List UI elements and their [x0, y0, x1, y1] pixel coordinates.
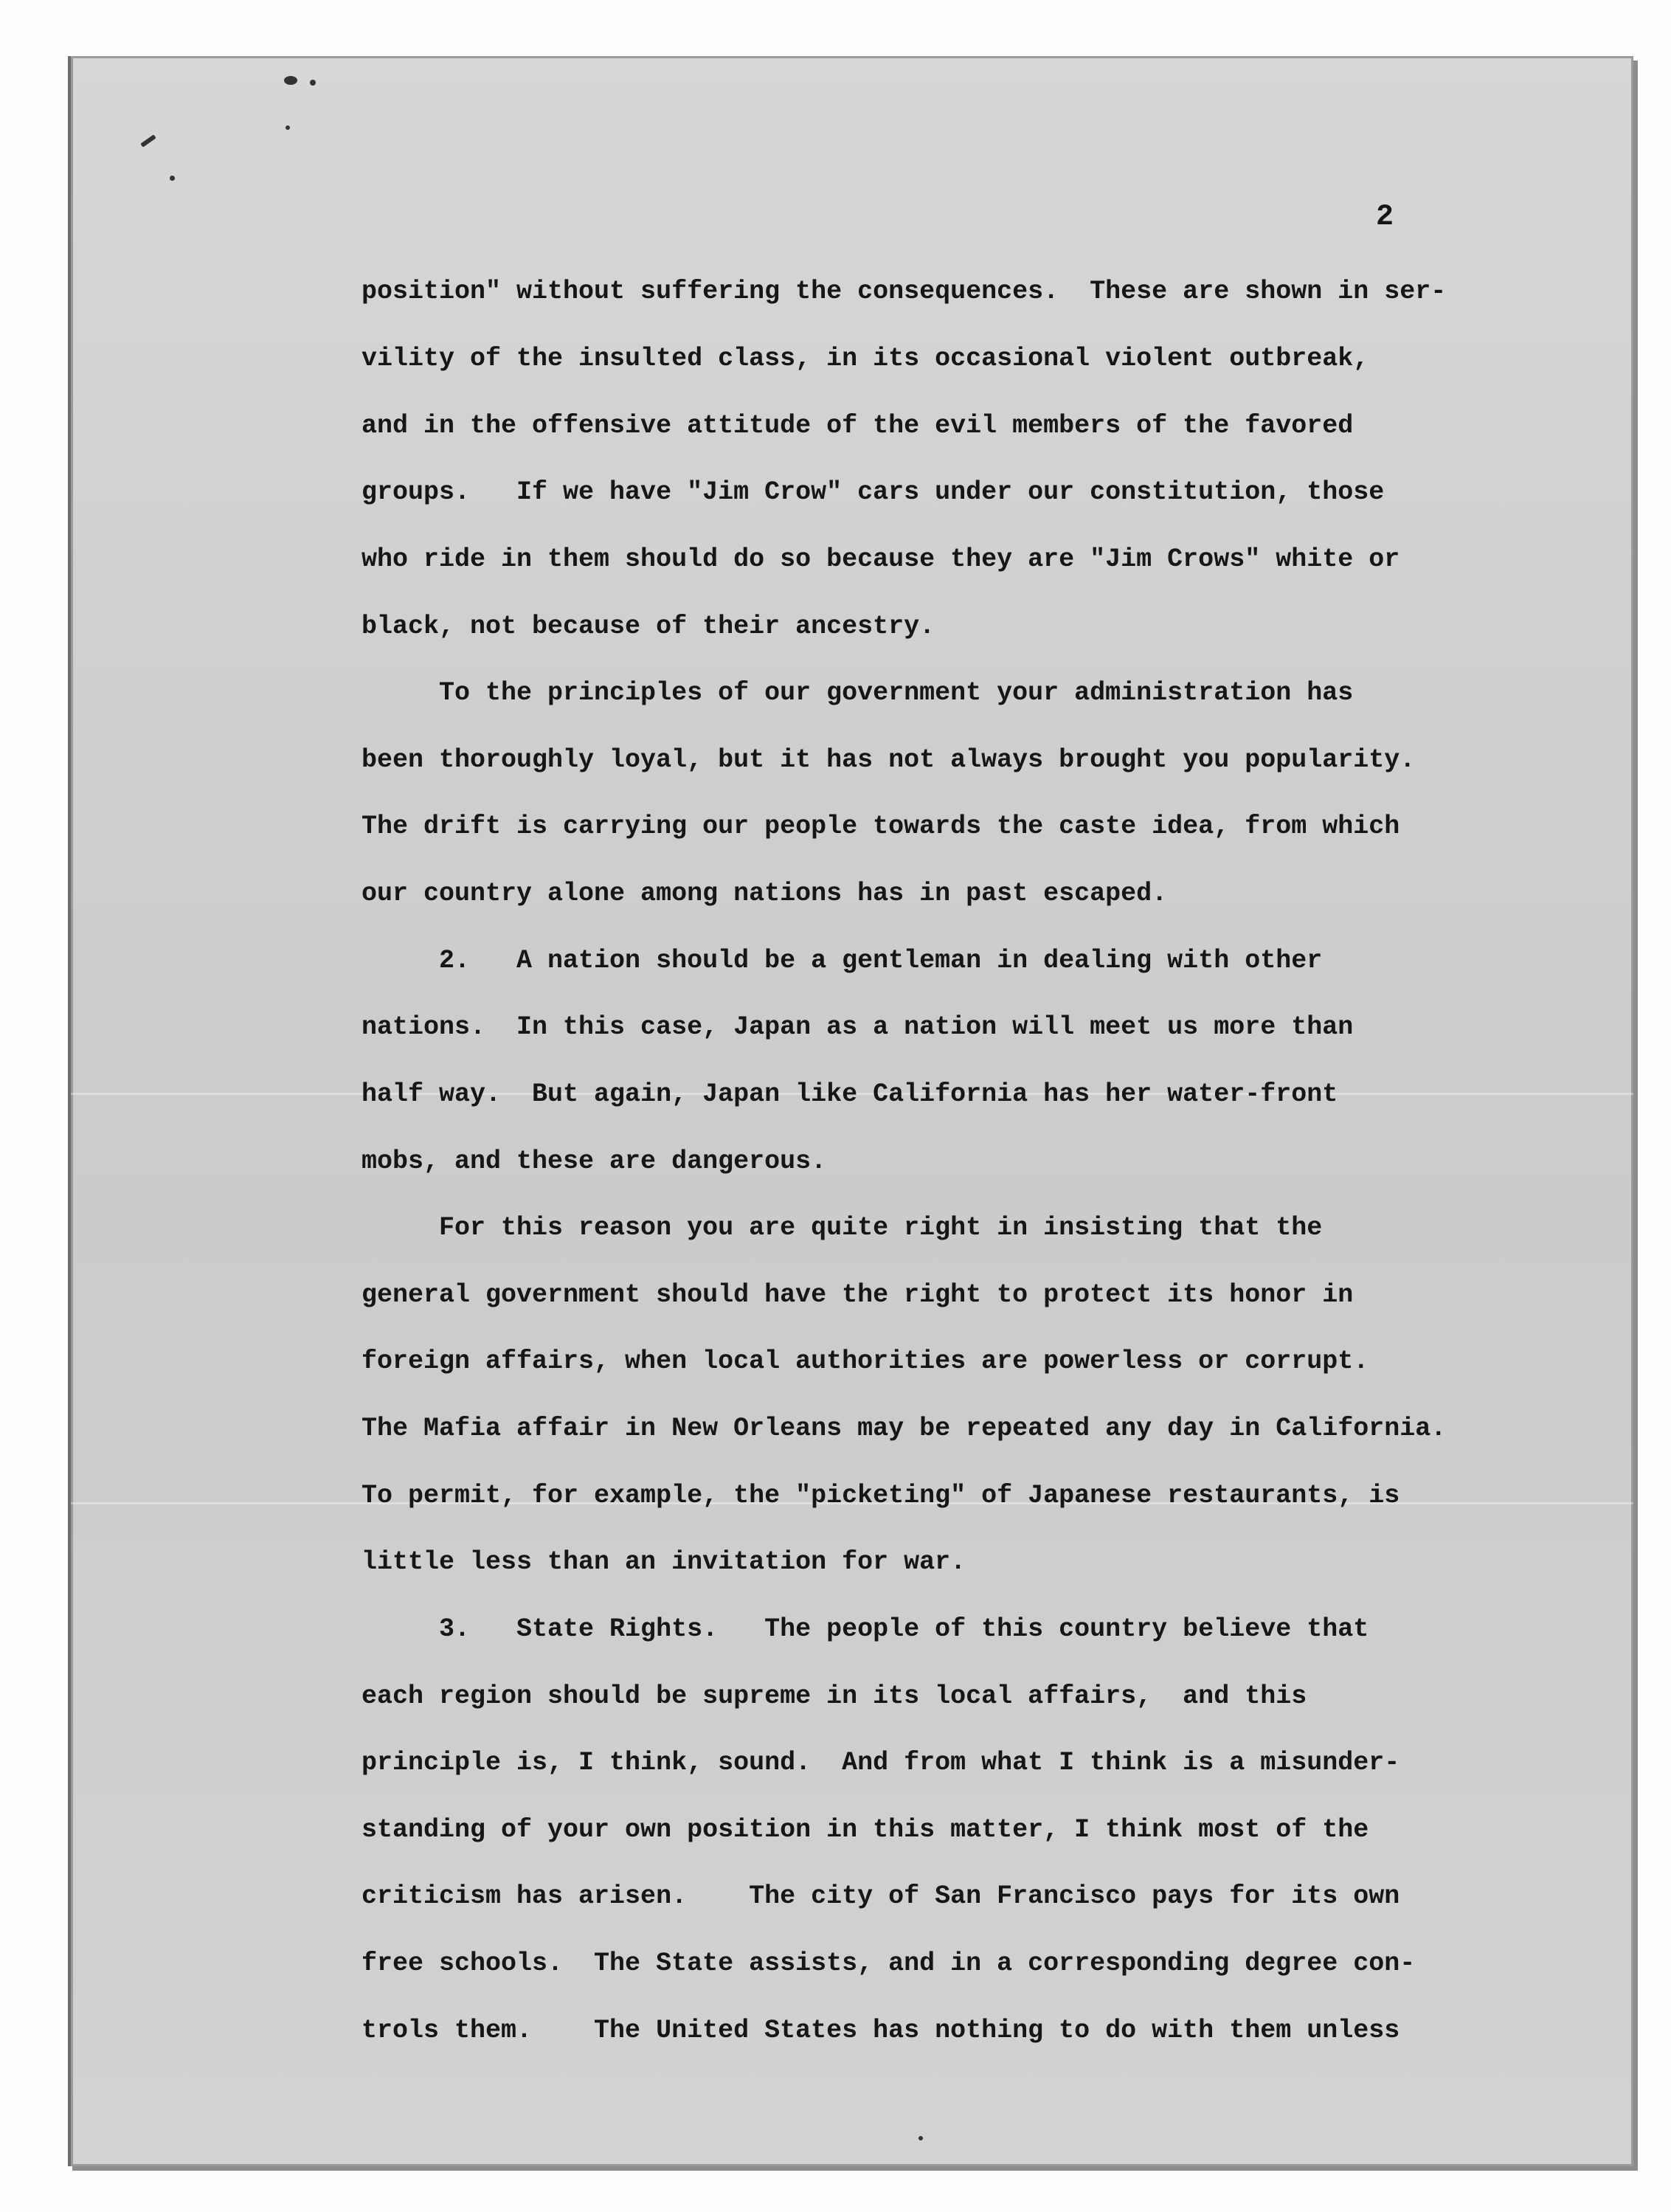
- text-line: The Mafia affair in New Orleans may be repeated any day in California.: [361, 1414, 1447, 1443]
- text-line: been thoroughly loyal, but it has not always brought you popularity.: [361, 745, 1416, 775]
- text-line: vility of the insulted class, in its occasional violent outbreak,: [361, 344, 1369, 373]
- text-line: trols them. The United States has nothing to do with them unless: [361, 2016, 1400, 2045]
- text-line: The drift is carrying our people towards the caste idea, from which: [361, 812, 1400, 841]
- text-line: mobs, and these are dangerous.: [361, 1147, 827, 1176]
- text-line: For this reason you are quite right in insisting that the: [361, 1213, 1323, 1242]
- text-line: and in the offensive attitude of the evil members of the favored: [361, 411, 1354, 440]
- text-line: foreign affairs, when local authorities are powerless or corrupt.: [361, 1347, 1369, 1376]
- text-line: each region should be supreme in its local affairs, and this: [361, 1682, 1307, 1711]
- text-line: nations. In this case, Japan as a nation will meet us more than: [361, 1012, 1354, 1042]
- text-line: groups. If we have "Jim Crow" cars under our constitution, those: [361, 477, 1385, 507]
- text-line: black, not because of their ancestry.: [361, 612, 935, 641]
- text-line: principle is, I think, sound. And from what I think is a misunder-: [361, 1748, 1400, 1777]
- page-number: 2: [1376, 201, 1394, 234]
- text-line: little less than an invitation for war.: [361, 1547, 966, 1577]
- text-line: To the principles of our government your administration has: [361, 678, 1354, 708]
- text-line: criticism has arisen. The city of San Francisco pays for its own: [361, 1881, 1400, 1911]
- text-line: general government should have the right to protect its honor in: [361, 1280, 1354, 1310]
- text-line: standing of your own position in this matter, I think most of the: [361, 1815, 1369, 1845]
- text-line: position" without suffering the consequences. These are shown in ser-: [361, 277, 1447, 306]
- text-line: who ride in them should do so because they are "Jim Crows" white or: [361, 545, 1400, 574]
- text-line: our country alone among nations has in past escaped.: [361, 879, 1168, 908]
- text-line: 2. A nation should be a gentleman in dealing with other: [361, 946, 1323, 975]
- text-line: To permit, for example, the "picketing" of Japanese restaurants, is: [361, 1481, 1400, 1510]
- text-line: 3. State Rights. The people of this country believe that: [361, 1614, 1369, 1644]
- text-line: half way. But again, Japan like California has her water-front: [361, 1079, 1338, 1109]
- text-line: free schools. The State assists, and in a corresponding degree con-: [361, 1949, 1416, 1978]
